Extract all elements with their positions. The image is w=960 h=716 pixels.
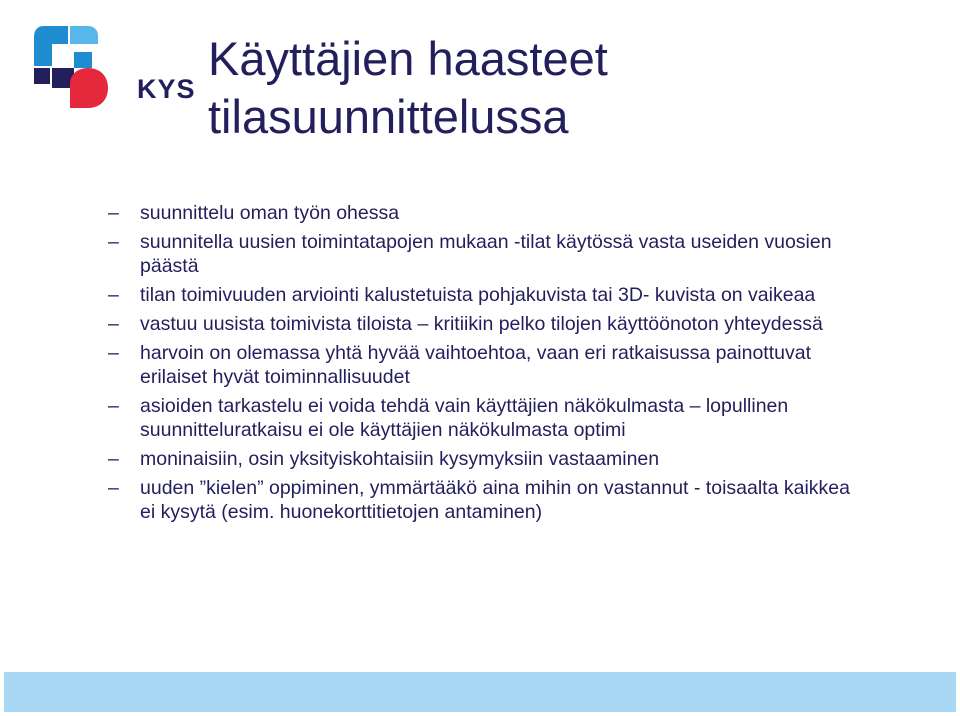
list-item: [108, 341, 868, 389]
slide-title: [208, 30, 608, 146]
list-item: [108, 201, 868, 225]
kys-logo-text: KYS: [137, 74, 196, 104]
dash-bullet-icon: –: [108, 284, 119, 306]
dash-bullet-icon: –: [108, 395, 119, 417]
list-item-text: suunnittelu oman työn ohessa: [140, 202, 400, 224]
list-item-text: harvoin on olemassa yhtä hyvää vaihtoehtoa, vaan eri ratkaisussa painottuvat erilaiset hyvät toiminnallisuudet: [140, 342, 811, 388]
kys-logo: [30, 22, 196, 114]
dash-bullet-icon: –: [108, 342, 119, 364]
bullet-list: [108, 201, 868, 529]
list-item-text: moninaisiin, osin yksityiskohtaisiin kysymyksiin vastaaminen: [140, 448, 660, 470]
footer-bar: [4, 672, 956, 712]
slide-title-line-1: Käyttäjien haasteet: [208, 32, 608, 85]
list-item: [108, 230, 868, 278]
list-item: [108, 394, 868, 442]
dash-bullet-icon: –: [108, 477, 119, 499]
dash-bullet-icon: –: [108, 231, 119, 253]
dash-bullet-icon: –: [108, 313, 119, 335]
list-item: [108, 283, 868, 307]
list-item-text: suunnitella uusien toimintatapojen mukaan -tilat käytössä vasta useiden vuosien päästä: [140, 231, 832, 277]
dash-bullet-icon: –: [108, 202, 119, 224]
list-item-text: vastuu uusista toimivista tiloista – kritiikin pelko tilojen käyttöönoton yhteydessä: [140, 313, 823, 335]
list-item-text: asioiden tarkastelu ei voida tehdä vain käyttäjien näkökulmasta – lopullinen suunnitteluratkaisu ei ole käyttäjien näkökulmasta optimi: [140, 395, 789, 441]
list-item-text: tilan toimivuuden arviointi kalustetuista pohjakuvista tai 3D- kuvista on vaikeaa: [140, 284, 816, 306]
list-item-text: uuden ”kielen” oppiminen, ymmärtääkö aina mihin on vastannut - toisaalta kaikkea ei kysytä (esim. huonekorttitietojen antaminen): [140, 477, 850, 523]
list-item: [108, 312, 868, 336]
kys-logo-icon: [30, 22, 110, 114]
dash-bullet-icon: –: [108, 448, 119, 470]
list-item: [108, 476, 868, 524]
list-item: [108, 447, 868, 471]
slide-title-line-2: tilasuunnittelussa: [208, 90, 569, 143]
